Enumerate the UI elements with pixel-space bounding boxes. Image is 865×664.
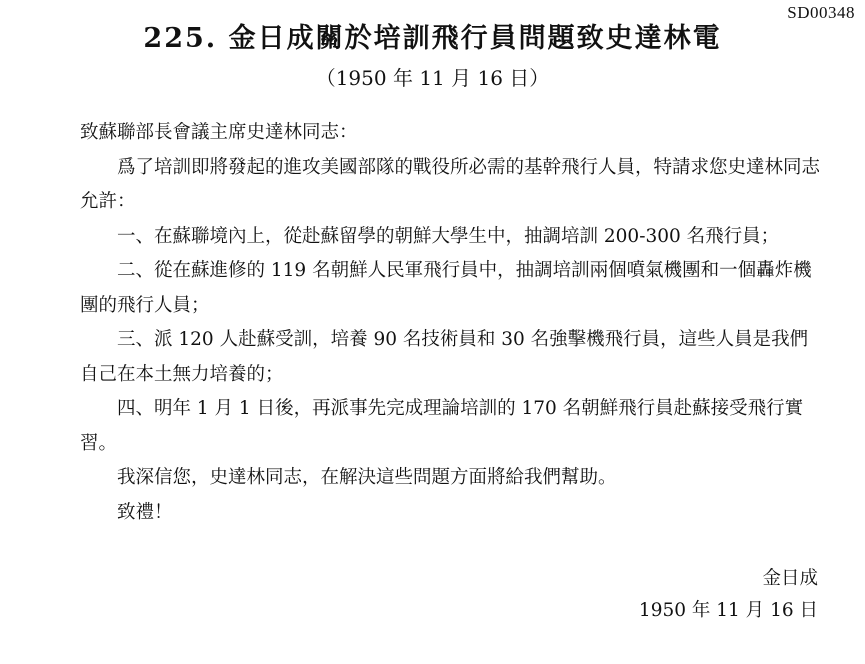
signature-date: 1950 年 11 月 16 日 (638, 600, 818, 621)
paragraph-request: 爲了培訓即將發起的進攻美國部隊的戰役所必需的基幹飛行人員，特請求您史達林同志允許： (80, 156, 821, 212)
paragraph-item-3: 三、派 120 人赴蘇受訓，培養 90 名技術員和 30 名強擊機飛行員，這些人員是我們自己在本土無力培養的； (80, 329, 809, 385)
paragraph-item-4: 四、明年 1 月 1 日後，再派事先完成理論培訓的 170 名朝鮮飛行員赴蘇接受飛行實習。 (80, 398, 804, 454)
document-id: SD00348 (787, 3, 855, 22)
paragraph-item-2: 二、從在蘇進修的 119 名朝鮮人民軍飛行員中，抽調培訓兩個噴氣機團和一個轟炸機團的飛行人員； (80, 260, 812, 316)
paragraph-regards: 致禮！ (117, 501, 173, 523)
signature: 金日成 (762, 568, 818, 589)
document-date: （1950 年 11 月 16 日） (315, 66, 550, 90)
paragraph-item-1: 一、在蘇聯境內上，從赴蘇留學的朝鮮大學生中，抽調培訓 200-300 名飛行員； (117, 225, 780, 247)
salutation: 致蘇聯部長會議主席史達林同志： (80, 122, 358, 143)
paragraph-closing: 我深信您，史達林同志，在解決這些問題方面將給我們幫助。 (117, 467, 617, 488)
document-title: 225. 金日成關於培訓飛行員問題致史達林電 (143, 23, 722, 54)
letter-body (80, 116, 825, 530)
